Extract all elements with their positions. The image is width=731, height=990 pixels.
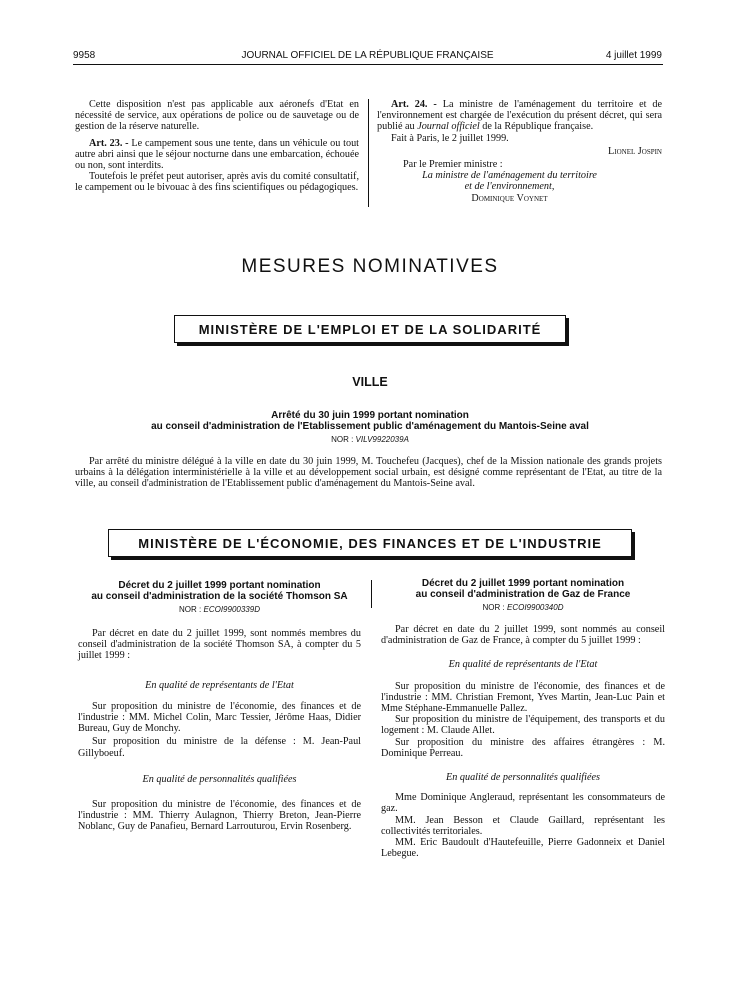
decree-title: Décret du 2 juillet 1999 portant nomination	[421, 578, 625, 589]
paragraph: Sur proposition du ministre de l'économie, des finances et de l'industrie : MM. Thierry Aulagnon, Thierry Breton, Jean-Pierre Noblanc, Guy de Panafieu, Bernard Larrouturou, Ervin Rosenberg.	[78, 799, 361, 833]
paragraph: Toutefois le préfet peut autoriser, après avis du comité consultatif, le campement ou le bivouac à des fins scientifiques ou pédagogiques.	[75, 171, 359, 194]
decree-intro: Par décret en date du 2 juillet 1999, sont nommés membres du conseil d'administration de la société Thomson SA, à compter du 5 juillet 1999 :	[78, 628, 361, 662]
article-23	[75, 138, 359, 172]
decree-intro: Par décret en date du 2 juillet 1999, sont nommés au conseil d'administration de Gaz de France, à compter du 5 juillet 1999 :	[381, 624, 665, 647]
bottom-right-column	[381, 578, 665, 859]
article-text: Le campement sous une tente, dans un véhicule ou tout autre abri ainsi que le séjour nocturne dans une embarcation, échouée ou non, sont interdits.	[75, 137, 359, 172]
subheading: En qualité de personnalités qualifiées	[142, 773, 297, 785]
header-date: 4 juillet 1999	[605, 50, 662, 61]
nor-reference	[78, 605, 361, 614]
decree-title: Arrêté du 30 juin 1999 portant nomination	[271, 410, 469, 421]
minister-title: et de l'environnement,	[464, 181, 555, 193]
ministry-box-emploi	[174, 315, 566, 343]
article-label: Art. 23. -	[89, 137, 129, 149]
section-title: MESURES NOMINATIVES	[241, 256, 499, 277]
nor-code: VILV9922039A	[355, 435, 409, 444]
subheading: En qualité de représentants de l'Etat	[448, 659, 598, 671]
paragraph: Sur proposition du ministre de l'économie, des finances et de l'industrie : MM. Christian Fremont, Yves Martin, Jean-Luc Pain et Mme Stéphane-Emmanuelle Pallez.	[381, 680, 665, 715]
page-number: 9958	[73, 50, 96, 61]
signer-minister: Dominique Voynet	[471, 192, 548, 204]
journal-reference: Journal officiel	[417, 121, 480, 133]
paragraph: MM. Eric Baudoult d'Hautefeuille, Pierre Gadonneix et Daniel Lebegue.	[381, 837, 665, 860]
signer-prime-minister: Lionel Jospin	[608, 145, 662, 157]
journal-title: JOURNAL OFFICIEL DE LA RÉPUBLIQUE FRANÇAISE	[241, 50, 494, 61]
bottom-left-column	[78, 580, 361, 833]
decree-title: Décret du 2 juillet 1999 portant nomination	[118, 580, 321, 591]
nor-code: ECOI9900340D	[506, 603, 564, 612]
decree-title: au conseil d'administration de l'Etablissement public d'aménagement du Mantois-Seine aval	[151, 421, 589, 432]
nor-label: NOR :	[482, 603, 507, 612]
nor-reference	[381, 603, 665, 612]
paragraph: MM. Jean Besson et Claude Gaillard, représentant les collectivités territoriales.	[381, 814, 665, 837]
article-text: de la République française.	[479, 121, 594, 133]
column-divider	[368, 99, 369, 207]
par-le-premier-ministre: Par le Premier ministre :	[403, 159, 503, 171]
paragraph: Sur proposition du ministre des affaires étrangères : M. Dominique Perreau.	[381, 736, 665, 759]
nor-label: NOR :	[179, 605, 204, 614]
minister-title: La ministre de l'aménagement du territoire	[422, 170, 597, 182]
arrete-body: Par arrêté du ministre délégué à la ville en date du 30 juin 1999, M. Touchefeu (Jacques), chef de la Mission nationale des grands projets urbains à la délégation interministérielle à la ville et au développement social urbain, est désigné comme représentant de l'Etat, au titre de la ville, au conseil d'administration de l'Etablissement public d'aménagement du Mantois-Seine aval.	[75, 456, 662, 490]
article-text: La ministre de l'aménagement du territoire et de l'environnement est chargée de l'exécution du présent décret, qui sera publié au	[377, 99, 662, 133]
paragraph: Sur proposition du ministre de l'économie, des finances et de l'industrie : MM. Michel Colin, Marc Tessier, Jérôme Haas, Didier Bureau, Guy de Monchy.	[78, 700, 361, 735]
decree-title: au conseil d'administration de la société Thomson SA	[91, 591, 348, 602]
paragraph: Sur proposition du ministre de l'équipement, des transports et du logement : M. Claude Allet.	[381, 714, 665, 737]
signature-date: Fait à Paris, le 2 juillet 1999.	[391, 132, 509, 144]
paragraph: Sur proposition du ministre de la défense : M. Jean-Paul Gillyboeuf.	[78, 736, 361, 759]
subheading: En qualité de personnalités qualifiées	[446, 772, 600, 784]
top-right-column	[377, 99, 662, 204]
ministry-name: MINISTÈRE DE L'EMPLOI ET DE LA SOLIDARITÉ	[198, 321, 542, 337]
article-label: Art. 24. -	[391, 99, 437, 110]
header-rule	[73, 64, 663, 65]
nor-reference	[150, 435, 590, 444]
ministry-box-economie	[108, 529, 632, 557]
paragraph: Cette disposition n'est pas applicable aux aéronefs d'Etat en nécessité de service, aux opérations de police ou de sauvetage ou de gestion de la réserve naturelle.	[75, 99, 359, 133]
top-left-column	[75, 99, 359, 194]
decree-title: au conseil d'administration de Gaz de France	[415, 589, 631, 600]
nor-code: ECOI9900339D	[203, 605, 260, 614]
nor-label: NOR :	[331, 435, 356, 444]
ministry-name: MINISTÈRE DE L'ÉCONOMIE, DES FINANCES ET DE L'INDUSTRIE	[138, 535, 602, 551]
article-24	[377, 99, 662, 133]
column-divider	[371, 580, 372, 608]
subheading: En qualité de représentants de l'Etat	[145, 679, 294, 691]
subsection-ville: VILLE	[352, 375, 388, 389]
paragraph: Mme Dominique Angleraud, représentant les consommateurs de gaz.	[381, 792, 665, 815]
